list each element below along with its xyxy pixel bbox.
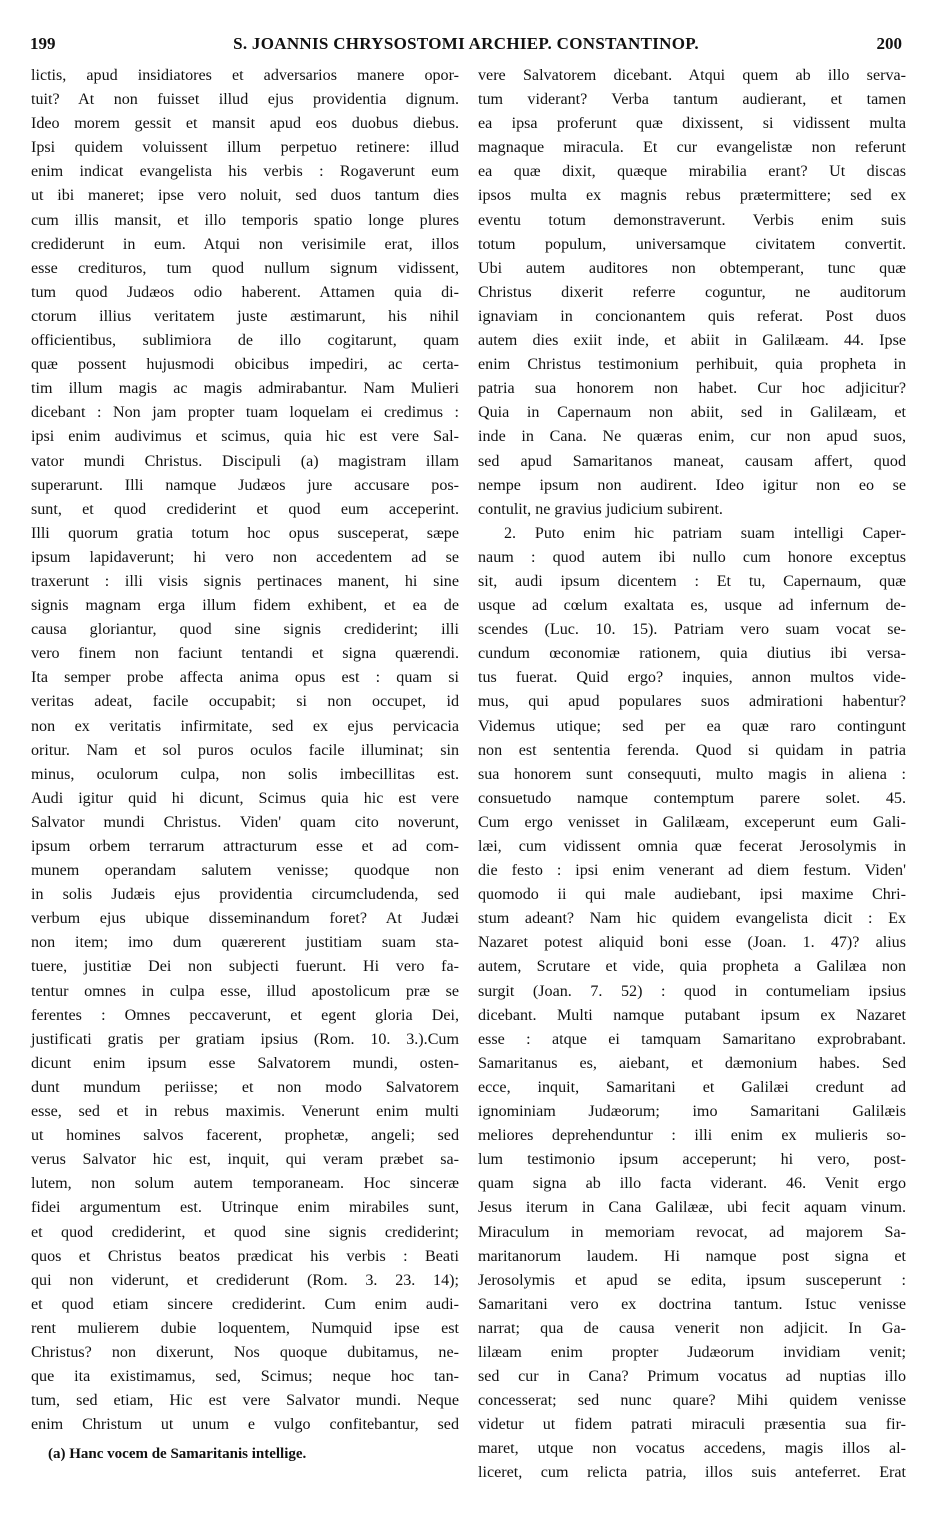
text-line: crediderunt in eum. Atqui non verisimile erat, illos [31, 235, 459, 253]
text-line: nempe ipsum non audirent. Ideo igitur non eo se [478, 476, 906, 494]
text-line: ignaviam in concionantem quis referat. Post duos [478, 307, 906, 325]
text-line: ipsos multa ex magnis rebus prætermittere; sed ex [478, 187, 906, 205]
text-line: non ex veritatis infirmitate, sed ex ejus pervicacia [31, 717, 459, 735]
text-line: rent mulierem dubie loquentem, Numquid ipse est [31, 1319, 459, 1337]
text-line: dicebant : Non jam propter tuam loquelam ei credimus : [31, 404, 459, 422]
text-line: 2. Puto enim hic patriam suam intelligi Caper- [504, 524, 906, 542]
text-line: sed cur in Cana? Primum vocatus ad nuptias illo [478, 1368, 906, 1386]
text-line: Christus? non dixerunt, Nos quoque dubitamus, ne- [31, 1343, 459, 1361]
text-line: sit, audi ipsum dicentem : Et tu, Capernaum, quæ [478, 572, 906, 590]
text-line: die festo : ipsi enim venerant ad diem festum. Viden' [478, 862, 906, 880]
text-line: ignominiam Judæorum; imo Samaritani Galilæis [478, 1103, 906, 1121]
text-line: Salvator mundi Christus. Viden' quam cito noverunt, [31, 813, 459, 831]
text-line: Christus dixerit referre coguntur, ne auditorum [478, 283, 906, 301]
text-line: scendes (Luc. 10. 15). Patriam vero suam vocat se- [478, 621, 906, 639]
page-number-right: 200 [876, 34, 902, 53]
text-line: eventu totum demonstraverunt. Verbis enim suis [478, 211, 906, 229]
text-line: narrat; qua de causa venerit non adjicit. In Ga- [478, 1319, 906, 1337]
text-line: et quod etiam sincere crediderint. Cum enim audi- [31, 1295, 459, 1313]
text-line: enim Christum ut unum e vulgo confitebantur, sed [31, 1416, 459, 1434]
text-line: inde in Cana. Ne quæras enim, cur non apud suos, [478, 428, 906, 446]
text-line: Ipsi quidem voluissent illum perpetuo retinere: illud [31, 139, 459, 157]
text-line: ut homines salvos facerent, prophetæ, angeli; sed [31, 1127, 459, 1145]
text-line: tum, sed etiam, Hic est vere Salvator mundi. Neque [31, 1392, 459, 1410]
text-line: tuere, justitiæ Dei non subjecti fuerunt. Hi vero fa- [31, 958, 459, 976]
text-line: Jerosolymis et apud se edita, ipsum susceperunt : [478, 1271, 906, 1289]
text-line: usque ad cœlum exaltata es, usque ad infernum de- [478, 597, 906, 615]
text-line: liceret, cum relicta patria, illos suis anteferret. Erat [478, 1464, 906, 1482]
text-line: sed apud Samaritanos maneat, causam affert, quod [478, 452, 906, 470]
running-title: S. JOANNIS CHRYSOSTOMI ARCHIEP. CONSTANTINOP. [233, 34, 699, 53]
text-line: tum viderant? Verba tantum audierant, et tamen [478, 91, 906, 109]
text-line: lum testimonio ipsum acceperunt; hi vero, post- [478, 1151, 906, 1169]
text-line: stum adeant? Nam hic quidem evangelista dicit : Ex [478, 910, 906, 928]
text-line: ferentes : Omnes peccaverunt, et egent gloria Dei, [31, 1006, 459, 1024]
text-line: Cum ergo venisset in Galilæam, exceperunt eum Gali- [478, 813, 906, 831]
text-line: contulit, ne gravius judicium subirent. [478, 500, 723, 518]
text-line: ipsum lapidaverunt; hi vero non accedentem ad se [31, 548, 459, 566]
text-line: consuetudo namque contemptum parere solet. 45. [478, 789, 906, 807]
text-line: minus, oculorum culpa, non solis imbecillitas est. [31, 765, 459, 783]
text-line: ea quæ dixit, quæque mirabilia erant? Ut discas [478, 163, 906, 181]
text-line: vator mundi Christus. Discipuli (a) magistram illam [31, 452, 459, 470]
text-line: signis magnam erga illum fidem exhibent, et ea de [31, 597, 459, 615]
text-line: videtur ut fidem patrati miraculi præsentia sua fir- [478, 1416, 906, 1434]
text-line: naum : quod autem ibi nullo cum honore exceptus [478, 548, 906, 566]
text-line: Ita semper probe affecta anima opus est : quam si [31, 669, 459, 687]
text-line: Samaritanus es, aiebant, et dæmonium habes. Sed [478, 1054, 906, 1072]
text-line: lilæam enim propter Judæorum invidiam venit; [478, 1343, 906, 1361]
text-line: traxerunt : illi visis signis pertinaces manent, hi sine [31, 572, 459, 590]
text-line: dicunt enim ipsum esse Salvatorem mundi, osten- [31, 1054, 459, 1072]
text-line: justificati gratis per gratiam ipsius (Rom. 10. 3.).Cum [31, 1030, 459, 1048]
text-line: meliores deprehenduntur : illi enim ex mulieris so- [478, 1127, 906, 1145]
text-line: mus, qui apud populares suos admirationi habentur? [478, 693, 906, 711]
text-line: ipsum orbem terrarum attracturum esse et ad com- [31, 838, 459, 855]
text-line: tus fuerat. Quid ergo? inquies, annon multos vide- [478, 669, 906, 687]
text-line: esse credituros, tum quod nullum signum vidissent, [31, 259, 459, 277]
text-line: Jesus iterum in Cana Galilææ, ubi fecit aquam vinum. [478, 1199, 906, 1217]
text-line: Quia in Capernaum non abiit, sed in Galilæam, et [478, 404, 906, 422]
text-line: ecce, inquit, Samaritani et Galilæi credunt ad [478, 1078, 906, 1096]
text-line: dicebant. Multi namque putabant ipsum ex Nazaret [478, 1006, 906, 1024]
text-line: sunt, et quod crediderint et quod eum acceperint. [31, 500, 459, 518]
text-line: verus Salvator hic est, inquit, qui veram præbet sa- [31, 1151, 459, 1169]
text-line: ut ibi maneret; ipse vero noluit, sed duos tantum dies [31, 187, 459, 205]
text-line: et quod crediderint, et quod sine signis crediderint; [31, 1223, 459, 1241]
text-line: Audi igitur quid hi dicunt, Scimus quia hic est vere [31, 789, 459, 807]
text-line: quos et Christus beatos prædicat his verbis : Beati [31, 1247, 459, 1265]
text-line: cum illis mansit, et illo temporis spatio longe plures [31, 211, 459, 229]
text-line: ipsi enim audivimus et scimus, quia hic est vere Sal- [31, 428, 459, 446]
text-line: patria sua honorem non habet. Cur hoc adjicitur? [478, 380, 906, 398]
text-line: magnaque miracula. Et cur evangelistæ non referunt [478, 139, 906, 157]
text-line: Nazaret potest aliquid boni esse (Joan. 1. 47)? alius [478, 934, 906, 952]
text-line: in solis Judæis ejus providentia circumcludenda, sed [31, 886, 459, 904]
text-line: lutem, non solum autem temporaneam. Hoc sinceræ [31, 1175, 459, 1193]
text-line: tim illum magis ac magis admirabantur. Nam Mulieri [31, 380, 459, 398]
text-line: qui non viderunt, et crediderunt (Rom. 3. 23. 14); [31, 1271, 459, 1289]
text-line: vere Salvatorem dicebant. Atqui quem ab illo serva- [478, 67, 906, 84]
left-text-column [31, 64, 459, 1437]
text-line: surgit (Joan. 7. 52) : quod in contumeliam ipsius [478, 982, 906, 1000]
text-line: enim indicat evangelista his verbis : Rogaverunt eum [31, 163, 459, 181]
text-line: munem operandam salutem venisse; quodque non [31, 862, 459, 880]
text-line: esse, sed et in rebus maximis. Venerunt enim multi [31, 1103, 459, 1121]
text-line: tum quod Judæos odio haberent. Attamen quia di- [31, 283, 459, 301]
text-line: verbum ejus ubique disseminandum foret? At Judæi [31, 910, 459, 928]
text-line: esse : atque ei tamquam Samaritano exprobrabant. [478, 1030, 906, 1048]
text-line: que ita existimamus, sed, Scimus; neque hoc tan- [31, 1368, 459, 1386]
text-line: quæ possent hujusmodi obicibus impediri, ac certa- [31, 356, 459, 374]
text-line: vero finem non faciunt tentandi et signa quærendi. [31, 645, 459, 663]
page-number-left: 199 [30, 34, 56, 53]
text-line: læi, cum vidissent omnia quæ fecerat Jerosolymis in [478, 838, 906, 855]
text-line: quomodo ii qui male audiebant, ipsi maxime Chri- [478, 886, 906, 904]
text-line: superarunt. Illi namque Judæos jure accusare pos- [31, 476, 459, 494]
text-line: officientibus, sublimiora de illo cogitarunt, quam [31, 332, 459, 350]
text-line: enim Christus testimonium perhibuit, quia propheta in [478, 356, 906, 374]
text-line: Illi quorum gratia totum hoc opus susceperat, sæpe [31, 524, 459, 542]
text-line: dunt mundum periisse; et non modo Salvatorem [31, 1078, 459, 1096]
text-line: oritur. Nam et sol puros oculos facile illuminat; sin [31, 741, 459, 759]
text-line: quam signa ab illo facta viderant. 46. Venit ergo [478, 1175, 906, 1193]
text-line: veritas adeat, facile occupabit; si non occupet, id [31, 693, 459, 711]
text-line: Miraculum in memoriam revocat, ad majorem Sa- [478, 1223, 906, 1241]
right-text-column [478, 64, 906, 1486]
text-line: concesserat; sed nunc quare? Mihi quidem venisse [478, 1392, 906, 1410]
text-line: non est sententia ferenda. Quod si quidam in patria [478, 741, 906, 759]
text-line: maret, utque non vocatus accedens, magis illos al- [478, 1440, 906, 1458]
text-line: causa gloriantur, quod sine signis crediderint; illi [31, 621, 459, 639]
text-line: Videmus utique; sed per ea quæ raro contingunt [478, 717, 906, 735]
text-line: fidei argumentum est. Utrinque enim mirabiles sunt, [31, 1199, 459, 1217]
text-line: tentur omnes in culpa esse, illud apostolicum præ se [31, 982, 459, 1000]
text-line: non item; imo dum quærerent justitiam suam sta- [31, 934, 459, 952]
text-line: Ideo morem gessit et mansit apud eos duobus diebus. [31, 115, 459, 133]
text-line: Samaritani vero ex doctrina tantum. Istuc venisse [478, 1295, 906, 1313]
running-header [30, 30, 902, 58]
text-line: maritanorum laudem. Hi namque post signa et [478, 1247, 906, 1265]
text-line: autem, Scrutare et vide, quia propheta a Galilæa non [478, 958, 906, 976]
text-line: tuit? At non fuisset illud ejus providentia dignum. [31, 91, 459, 109]
text-line: ea ipsa proferunt quæ dixissent, si vidissent multa [478, 115, 906, 133]
text-line: autem dies exiit inde, et abiit in Galilæam. 44. Ipse [478, 332, 906, 350]
text-line: ctorum illius veritatem juste æstimarunt, his nihil [31, 307, 459, 325]
text-line: lictis, apud insidiatores et adversarios manere opor- [31, 67, 459, 84]
text-line: totum populum, universamque civitatem convertit. [478, 235, 906, 253]
footnote: (a) Hanc vocem de Samaritanis intellige. [48, 1446, 307, 1462]
text-line: cundum œconomiæ rationem, quia diutius ibi versa- [478, 645, 906, 663]
text-line: Ubi autem auditores non obtemperant, tunc quæ [478, 259, 906, 277]
text-line: sua honorem sunt consequuti, multo magis in aliena : [478, 765, 906, 783]
